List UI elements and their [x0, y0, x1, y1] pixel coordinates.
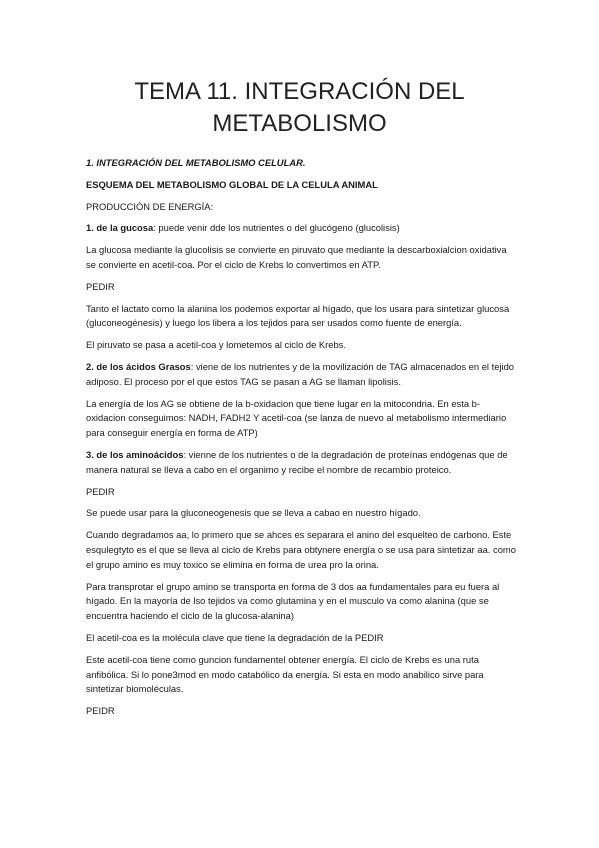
paragraph: El acetil-coa es la molécula clave que tiene la degradación de la PEDIR — [86, 631, 384, 643]
section-subheading: ESQUEMA DEL METABOLISMO GLOBAL DE LA CELULA ANIMAL — [86, 178, 378, 190]
paragraph-glucosa — [86, 221, 516, 236]
acidos-grasos-text: : viene de los nutrientes y de la movilización de TAG almacenados en el tejido adiposo. El proceso por el que estos TAG se pasan a AG se llaman lipolisis. — [86, 360, 515, 387]
paragraph: Cuando degradamos aa, lo primero que se ahces es separara el anino del esquelteo de carbono. Este esqulegtyto es el que se lleva al ciclo de Krebs para obtynere energía o se usa para sintetizar aa. como el grupo amino es muy toxico se elimina en forma de urea pro la orina. — [86, 529, 516, 570]
peidr-note: PEIDR — [86, 705, 115, 717]
paragraph-aminoacidos — [86, 448, 516, 478]
aminoacidos-label: 3. de los aminoácidos — [86, 448, 184, 460]
paragraph: La glucosa mediante la glucolisis se convierte en piruvato que mediante la descarboxialcion oxidativa se convierte en acetil-coa. Por el ciclo de Krebs lo convertimos en ATP. — [86, 244, 507, 270]
paragraph: Para transprotar el grupo amino se transporta en forma de 3 dos aa fundamentales para eu fuera al hígado. En la mayoría de lso tejidos va como glutamina y en el musculo va como alanina (que se encuentra haciendo el ciclo de la glucosa-alanina) — [86, 580, 500, 622]
paragraph: Se puede usar para la gluconeogenesis que se lleva a cabao en nuestro hígado. — [86, 507, 421, 519]
title-line-2: METABOLISMO — [212, 110, 387, 137]
glucosa-label: 1. de la gucosa — [86, 222, 154, 234]
page-title — [0, 76, 599, 140]
acidos-grasos-label: 2. de los ácidos Grasos — [86, 360, 191, 372]
paragraph: Tanto el lactato como la alanina los podemos exportar al hígado, que los usara para sintetizar glucosa (gluconeogénesis) y luego los libera a los tejidos para ser usados como fuente de energía. — [86, 302, 510, 329]
glucosa-text: : puede venir dde los nutrientes o del glucógeno (glucolisis) — [153, 222, 400, 234]
paragraph-acidos-grasos — [86, 360, 516, 390]
section-heading: 1. INTEGRACIÓN DEL METABOLISMO CELULAR. — [86, 157, 306, 168]
pedir-note: PEDIR — [86, 485, 115, 497]
title-line-1: TEMA 11. INTEGRACIÓN DEL — [134, 78, 465, 105]
aminoacidos-text: : vienne de los nutrientes o de la degradación de proteínas endógenas que de manera natural se lleva a cabo en el organimo y recibe el nombre de recambio proteico. — [86, 448, 508, 475]
produccion-label: PRODUCCIÓN DE ENERGÍA: — [86, 200, 214, 212]
paragraph: El piruvato se pasa a acetil-coa y lometemos al ciclo de Krebs. — [86, 339, 347, 351]
document-body — [86, 156, 516, 726]
paragraph: Este acetil-coa tiene como guncion fundamentel obtener energía. El ciclo de Krebs es una ruta anfibólica. Si lo pone3mod en modo catabólico da energía. Si esta en modo anabilico sirve para sintetizar biomoléculas. — [86, 653, 484, 695]
pedir-note: PEDIR — [86, 280, 115, 292]
paragraph: La energía de los AG se obtiene de la b-oxidacion que tiene lugar en la mitocondria. En esta b-oxidacion conseguimos: NADH, FADH2 Y acetil-coa (se lanza de nuevo al metabolismo intermediario para conseguir energía en forma de ATP) — [86, 397, 507, 439]
